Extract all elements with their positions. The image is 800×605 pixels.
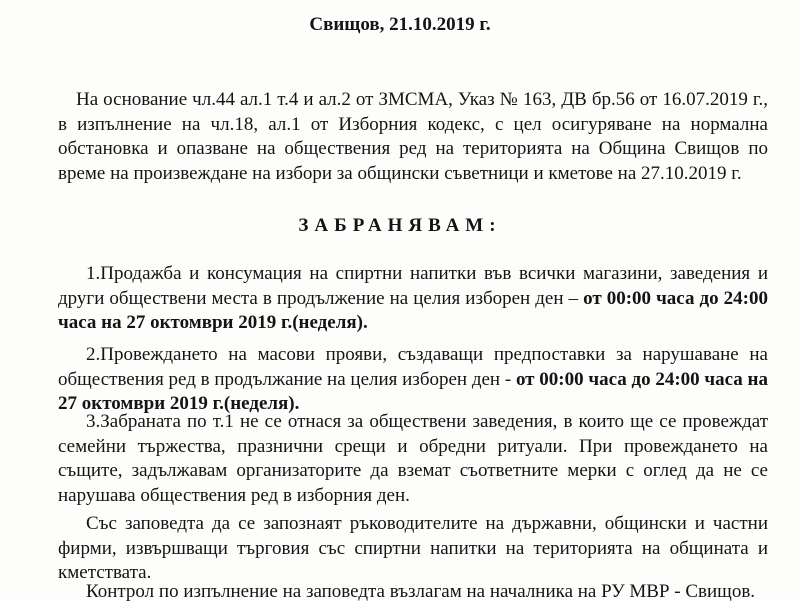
prohibition-item-2 (58, 343, 768, 417)
prohibition-item-1 (58, 262, 768, 336)
document-heading: Свищов, 21.10.2019 г. (309, 14, 491, 35)
notice-paragraph: Със заповедта да се запознаят ръководителите на държавни, общински и частни фирми, извършващи търговия със спиртни напитки на територията на общината и кметствата. (58, 513, 768, 583)
item2-bold: от 00:00 часа до 24:00 часа на 27 октомври 2019 г.(неделя). (58, 368, 768, 414)
prohibition-item-3: 3.Забраната по т.1 не се отнася за обществени заведения, в които ще се провеждат семейни тържества, празнични срещи и обредни ритуали. При провеждането на същите, задължавам организаторите да вземат съответните мерки с оглед да не се нарушава обществения ред в изборния ден. (58, 411, 768, 506)
item2-text: 2.Провеждането на масови прояви, създаващи предпоставки за нарушаване на обществения ред в продължание на целия изборен ден - (58, 344, 768, 390)
section-title: ЗАБРАНЯВАМ: (298, 215, 502, 236)
intro-paragraph: На основание чл.44 ал.1 т.4 и ал.2 от ЗМСМА, Указ № 163, ДВ бр.56 от 16.07.2019 г., в изпълнение на чл.18, ал.1 от Изборния кодекс, с цел осигуряване на нормална обстановка и опазване на обществения ред на територията на Община Свищов по време на произвеждане на избори за общински съветници и кметове на 27.10.2019 г. (58, 89, 768, 184)
item1-bold: от 00:00 часа до 24:00 часа на 27 октомври 2019 г.(неделя). (58, 287, 768, 333)
control-paragraph: Контрол по изпълнение на заповедта възлагам на началника на РУ МВР - Свищов. (86, 581, 756, 602)
item1-text: 1.Продажба и консумация на спиртни напитки във всички магазини, заведения и други обществени места в продължение на целия изборен ден – (58, 263, 768, 309)
